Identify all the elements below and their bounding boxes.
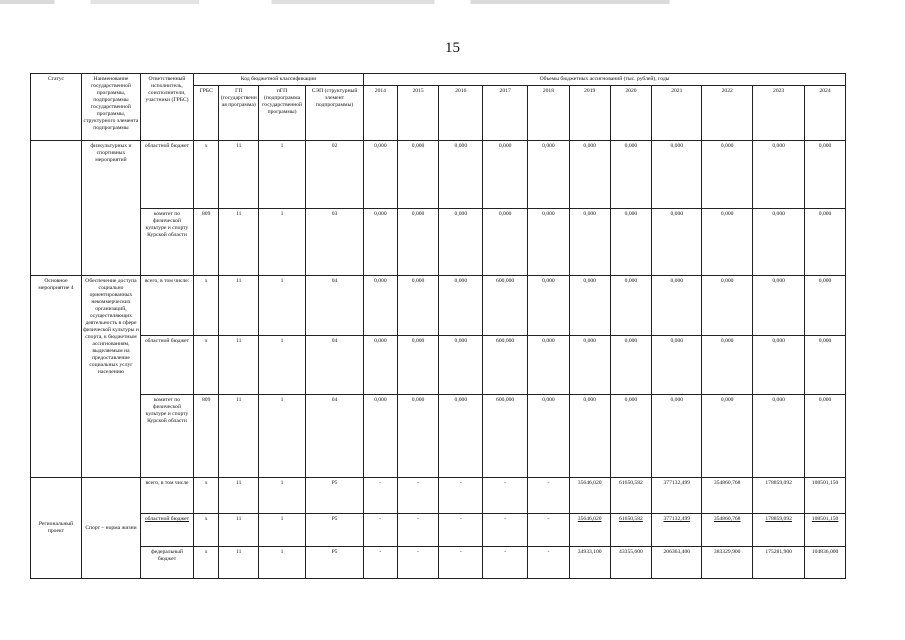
cell-sep: 03 <box>306 208 364 276</box>
cell-sep: Р5 <box>306 514 364 546</box>
cell-value-2019: 0,000 <box>569 208 610 276</box>
cell-value-2022: 383329,900 <box>702 546 753 578</box>
cell-value-2017: - <box>483 546 528 578</box>
cell-value-2019: 0,000 <box>569 276 610 335</box>
cell-value-2022: 0,000 <box>702 208 753 276</box>
cell-value-2022: 354860,768 <box>702 478 753 514</box>
cell-value-2018: - <box>528 478 570 514</box>
table-row <box>31 276 846 335</box>
header-pgp: пГП (подпрограмма государственной программы) <box>259 85 306 140</box>
cell-value-2021: 377132,499 <box>652 478 702 514</box>
cell-sep: Р5 <box>306 478 364 514</box>
cell-gp: 11 <box>219 208 259 276</box>
cell-value-2018: 0,000 <box>528 208 570 276</box>
cell-value-2024: 0,000 <box>805 276 846 335</box>
header-year-2022: 2022 <box>702 85 753 140</box>
cell-value-2020: 0,000 <box>610 276 652 335</box>
scan-top-edge <box>0 0 905 4</box>
cell-value-2016: 0,000 <box>439 276 483 335</box>
cell-sep: 04 <box>306 276 364 335</box>
cell-value-2020: 61650,582 <box>610 478 652 514</box>
cell-value-2014: - <box>364 514 398 546</box>
cell-gp: 11 <box>219 276 259 335</box>
page-number: 15 <box>445 40 460 56</box>
cell-grbs: 809 <box>193 208 218 276</box>
cell-value-2021: 0,000 <box>652 140 702 208</box>
cell-value-2018: - <box>528 514 570 546</box>
cell-value-2017: 0,000 <box>483 208 528 276</box>
cell-value-2024: 0,000 <box>805 335 846 394</box>
cell-value-2015: 0,000 <box>397 394 439 477</box>
cell-value-2018: 0,000 <box>528 140 570 208</box>
header-year-2015: 2015 <box>397 85 439 140</box>
cell-grbs: х <box>193 514 218 546</box>
cell-grbs: х <box>193 478 218 514</box>
cell-value-2017: 0,000 <box>483 140 528 208</box>
cell-value-2022: 0,000 <box>702 335 753 394</box>
cell-value-2014: 0,000 <box>364 140 398 208</box>
header-year-2020: 2020 <box>610 85 652 140</box>
cell-value-2017: 600,000 <box>483 394 528 477</box>
header-year-2016: 2016 <box>439 85 483 140</box>
cell-value-2016: - <box>439 478 483 514</box>
cell-gp: 11 <box>219 335 259 394</box>
cell-gp: 11 <box>219 478 259 514</box>
cell-value-2016: 0,000 <box>439 208 483 276</box>
cell-pgp: 1 <box>259 140 306 208</box>
cell-gp: 11 <box>219 546 259 578</box>
cell-value-2019: 0,000 <box>569 140 610 208</box>
cell-responsible: всего, в том числе: <box>141 276 194 335</box>
cell-pgp: 1 <box>259 394 306 477</box>
header-grbs: ГРБС <box>193 85 218 140</box>
table-row <box>31 208 846 276</box>
cell-grbs: 809 <box>193 394 218 477</box>
cell-value-2024: 0,000 <box>805 208 846 276</box>
cell-value-2023: 0,000 <box>753 276 805 335</box>
table-row <box>31 514 846 546</box>
cell-value-2021: 0,000 <box>652 335 702 394</box>
cell-gp: 11 <box>219 394 259 477</box>
cell-value-2017: - <box>483 514 528 546</box>
cell-name: Спорт – норма жизни <box>81 478 140 579</box>
cell-value-2021: 0,000 <box>652 276 702 335</box>
cell-value-2016: 0,000 <box>439 140 483 208</box>
cell-value-2022: 0,000 <box>702 140 753 208</box>
cell-value-2017: 600,000 <box>483 335 528 394</box>
cell-value-2017: - <box>483 478 528 514</box>
header-code-group: Код бюджетной классификации <box>193 74 363 86</box>
cell-value-2019: 34933,100 <box>569 546 610 578</box>
cell-value-2023: 0,000 <box>753 208 805 276</box>
cell-sep: 04 <box>306 335 364 394</box>
cell-sep: 04 <box>306 394 364 477</box>
cell-responsible: областной бюджет <box>141 514 194 546</box>
cell-sep: 02 <box>306 140 364 208</box>
cell-value-2015: - <box>397 546 439 578</box>
cell-sep: Р5 <box>306 546 364 578</box>
cell-value-2022: 0,000 <box>702 276 753 335</box>
cell-value-2022: 0,000 <box>702 394 753 477</box>
cell-value-2014: - <box>364 478 398 514</box>
cell-value-2023: 0,000 <box>753 140 805 208</box>
cell-value-2024: 104836,000 <box>805 546 846 578</box>
cell-value-2014: 0,000 <box>364 208 398 276</box>
header-year-2019: 2019 <box>569 85 610 140</box>
header-sep: СЭП (структурный элемент подпрограммы) <box>306 85 364 140</box>
cell-value-2014: 0,000 <box>364 394 398 477</box>
cell-responsible: комитет по физической культуре и спорту Курской области <box>141 394 194 477</box>
cell-value-2014: 0,000 <box>364 335 398 394</box>
header-year-2021: 2021 <box>652 85 702 140</box>
cell-value-2015: 0,000 <box>397 140 439 208</box>
cell-value-2021: 377132,499 <box>652 514 702 546</box>
cell-value-2024: 0,000 <box>805 140 846 208</box>
cell-value-2015: 0,000 <box>397 276 439 335</box>
cell-grbs: х <box>193 335 218 394</box>
cell-value-2016: 0,000 <box>439 394 483 477</box>
cell-value-2022: 354860,768 <box>702 514 753 546</box>
cell-value-2015: - <box>397 478 439 514</box>
cell-value-2020: 0,000 <box>610 208 652 276</box>
cell-gp: 11 <box>219 140 259 208</box>
table-row <box>31 140 846 208</box>
cell-responsible: комитет по физической культуре и спорту Курской области <box>141 208 194 276</box>
cell-status: Основное мероприятие 4 <box>31 276 82 478</box>
cell-gp: 11 <box>219 514 259 546</box>
cell-value-2023: 175281,900 <box>753 546 805 578</box>
header-responsible: Ответственный исполнитель, соисполнители, участники (ГРБС) <box>141 74 194 141</box>
cell-name: физкультурных и спортивных мероприятий <box>81 140 140 275</box>
cell-pgp: 1 <box>259 546 306 578</box>
cell-value-2021: 0,000 <box>652 208 702 276</box>
cell-value-2014: 0,000 <box>364 276 398 335</box>
cell-value-2015: 0,000 <box>397 335 439 394</box>
cell-pgp: 1 <box>259 514 306 546</box>
cell-pgp: 1 <box>259 208 306 276</box>
cell-grbs: х <box>193 276 218 335</box>
cell-value-2024: 0,000 <box>805 394 846 477</box>
header-year-2024: 2024 <box>805 85 846 140</box>
cell-value-2020: 0,000 <box>610 335 652 394</box>
header-year-2023: 2023 <box>753 85 805 140</box>
header-year-2018: 2018 <box>528 85 570 140</box>
cell-value-2015: 0,000 <box>397 208 439 276</box>
table-row <box>31 478 846 514</box>
cell-value-2016: 0,000 <box>439 335 483 394</box>
header-gp: ГП (государственная программа) <box>219 85 259 140</box>
cell-value-2020: 0,000 <box>610 394 652 477</box>
header-name: Наименование государственной программы, подпрограммы государственной программы, структурного элемента подпрограммы <box>81 74 140 141</box>
cell-grbs: х <box>193 546 218 578</box>
table-row <box>31 394 846 477</box>
header-volume-group: Объемы бюджетных ассигнований (тыс. рублей), годы <box>364 74 846 86</box>
cell-responsible: областной бюджет <box>141 335 194 394</box>
cell-pgp: 1 <box>259 335 306 394</box>
cell-value-2020: 43355,600 <box>610 546 652 578</box>
cell-pgp: 1 <box>259 276 306 335</box>
table-row <box>31 546 846 578</box>
cell-value-2020: 61650,582 <box>610 514 652 546</box>
budget-table <box>30 73 846 579</box>
header-year-2014: 2014 <box>364 85 398 140</box>
cell-value-2019: 0,000 <box>569 394 610 477</box>
cell-value-2018: 0,000 <box>528 276 570 335</box>
cell-value-2018: 0,000 <box>528 335 570 394</box>
cell-status <box>31 140 82 275</box>
cell-value-2019: 0,000 <box>569 335 610 394</box>
cell-value-2023: 178859,092 <box>753 514 805 546</box>
cell-value-2015: - <box>397 514 439 546</box>
cell-value-2023: 178859,092 <box>753 478 805 514</box>
cell-responsible: областной бюджет <box>141 140 194 208</box>
cell-value-2017: 600,000 <box>483 276 528 335</box>
cell-value-2016: - <box>439 546 483 578</box>
cell-value-2024: 108501,150 <box>805 514 846 546</box>
cell-value-2014: - <box>364 546 398 578</box>
cell-value-2021: 0,000 <box>652 394 702 477</box>
cell-responsible: федеральный бюджет <box>141 546 194 578</box>
cell-value-2018: - <box>528 546 570 578</box>
cell-status: Региональный проект <box>31 478 82 579</box>
cell-value-2024: 108501,150 <box>805 478 846 514</box>
table-row <box>31 335 846 394</box>
cell-value-2021: 206363,400 <box>652 546 702 578</box>
cell-grbs: х <box>193 140 218 208</box>
cell-name: Обеспечение доступа социально ориентированных некоммерческих организаций, осуществляющих деятельность в сфере физической культуры и спорта, к бюджетным ассигнованиям, выделяемым на предоставление социальных услуг населению <box>81 276 140 478</box>
header-status: Статус <box>31 74 82 141</box>
cell-value-2016: - <box>439 514 483 546</box>
cell-value-2019: 35646,020 <box>569 514 610 546</box>
cell-pgp: 1 <box>259 478 306 514</box>
cell-value-2019: 35646,020 <box>569 478 610 514</box>
cell-value-2020: 0,000 <box>610 140 652 208</box>
cell-value-2023: 0,000 <box>753 394 805 477</box>
cell-value-2018: 0,000 <box>528 394 570 477</box>
cell-responsible: всего, в том числе <box>141 478 194 514</box>
header-year-2017: 2017 <box>483 85 528 140</box>
cell-value-2023: 0,000 <box>753 335 805 394</box>
